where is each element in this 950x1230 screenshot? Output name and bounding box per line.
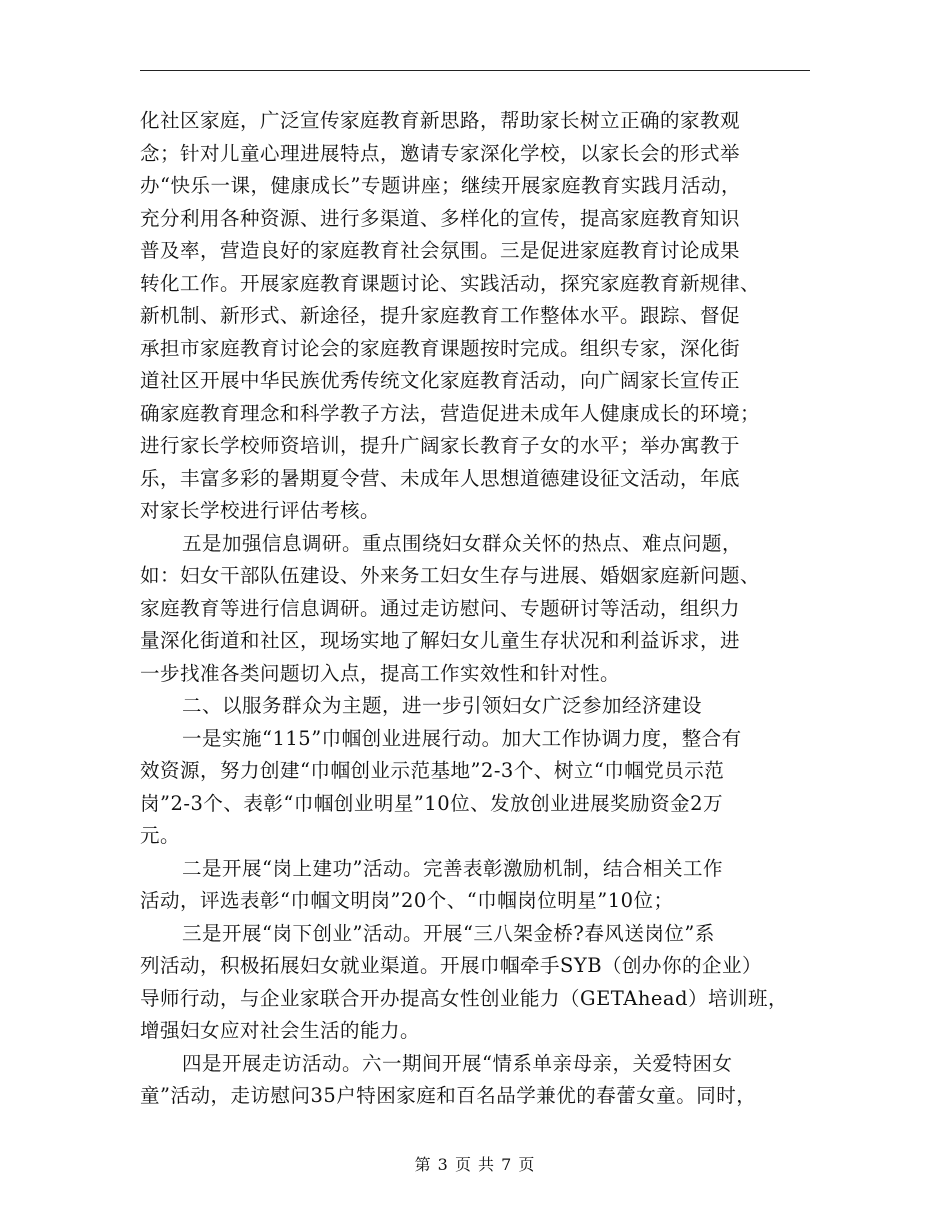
text-line: 活动，评选表彰“巾帼文明岗”20个、“巾帼岗位明星”10位； bbox=[140, 889, 674, 912]
text-line: 导师行动，与企业家联合开办提高女性创业能力（GETAhead）培训班， bbox=[140, 986, 789, 1010]
text-line: 转化工作。开展家庭教育课题讨论、实践活动，探究家庭教育新规律、 bbox=[140, 271, 761, 295]
text-line: 念；针对儿童心理进展特点，邀请专家深化学校，以家长会的形式举 bbox=[140, 141, 741, 165]
text-line: 确家庭教育理念和科学教子方法，营造促进未成年人健康成长的环境； bbox=[140, 401, 761, 425]
text-line: 四是开展走访活动。六一期间开展“情系单亲母亲，关爱特困女 bbox=[182, 1051, 733, 1075]
text-line: 进行家长学校师资培训，提升广阔家长教育子女的水平；举办寓教于 bbox=[140, 434, 741, 457]
text-line: 岗”2-3个、表彰“巾帼创业明星”10位、发放创业进展奖励资金2万 bbox=[140, 791, 724, 815]
text-line: 对家长学校进行评估考核。 bbox=[140, 499, 381, 522]
text-line: 效资源，努力创建“巾帼创业示范基地”2-3个、树立“巾帼党员示范 bbox=[140, 759, 725, 782]
page-footer: 第 3 页 共 7 页 bbox=[414, 1155, 536, 1174]
text-line: 一是实施“115”巾帼创业进展行动。加大工作协调力度，整合有 bbox=[182, 726, 742, 750]
text-line: 普及率，营造良好的家庭教育社会氛围。三是促进家庭教育讨论成果 bbox=[140, 239, 741, 262]
text-line: 新机制、新形式、新途径，提升家庭教育工作整体水平。跟踪、督促 bbox=[140, 304, 741, 327]
text-line: 列活动，积极拓展妇女就业渠道。开展巾帼牵手SYB（创办你的企业） bbox=[140, 954, 763, 977]
text-line: 化社区家庭，广泛宣传家庭教育新思路，帮助家长树立正确的家教观 bbox=[140, 109, 741, 132]
text-line: 二、以服务群众为主题，进一步引领妇女广泛参加经济建设 bbox=[182, 694, 703, 717]
text-line: 一步找准各类问题切入点，提高工作实效性和针对性。 bbox=[140, 661, 621, 685]
text-line: 元。 bbox=[140, 824, 181, 847]
text-line: 道社区开展中华民族优秀传统文化家庭教育活动，向广阔家长宣传正 bbox=[140, 369, 741, 392]
text-line: 增强妇女应对社会生活的能力。 bbox=[140, 1019, 421, 1042]
text-line: 办“快乐一课，健康成长”专题讲座；继续开展家庭教育实践月活动， bbox=[140, 174, 741, 197]
text-line: 承担市家庭教育讨论会的家庭教育课题按时完成。组织专家，深化街 bbox=[140, 336, 741, 360]
text-line: 二是开展“岗上建功”活动。完善表彰激励机制，结合相关工作 bbox=[182, 856, 723, 880]
text-line: 量深化街道和社区，现场实地了解妇女儿童生存状况和利益诉求，进 bbox=[140, 629, 741, 652]
text-line: 乐，丰富多彩的暑期夏令营、未成年人思想道德建设征文活动，年底 bbox=[140, 466, 741, 490]
text-line: 五是加强信息调研。重点围绕妇女群众关怀的热点、难点问题， bbox=[182, 531, 743, 555]
text-line: 充分利用各种资源、进行多渠道、多样化的宣传，提高家庭教育知识 bbox=[140, 206, 741, 230]
text-line: 家庭教育等进行信息调研。通过走访慰问、专题研讨等活动，组织力 bbox=[140, 596, 741, 620]
header-rule bbox=[140, 70, 810, 71]
text-line: 童”活动，走访慰问35户特困家庭和百名品学兼优的春蕾女童。同时， bbox=[140, 1084, 757, 1107]
text-line: 如：妇女干部队伍建设、外来务工妇女生存与进展、婚姻家庭新问题、 bbox=[140, 564, 761, 587]
document-body bbox=[140, 105, 812, 1113]
text-line: 三是开展“岗下创业”活动。开展“三八架金桥?春风送岗位”系 bbox=[182, 921, 715, 945]
